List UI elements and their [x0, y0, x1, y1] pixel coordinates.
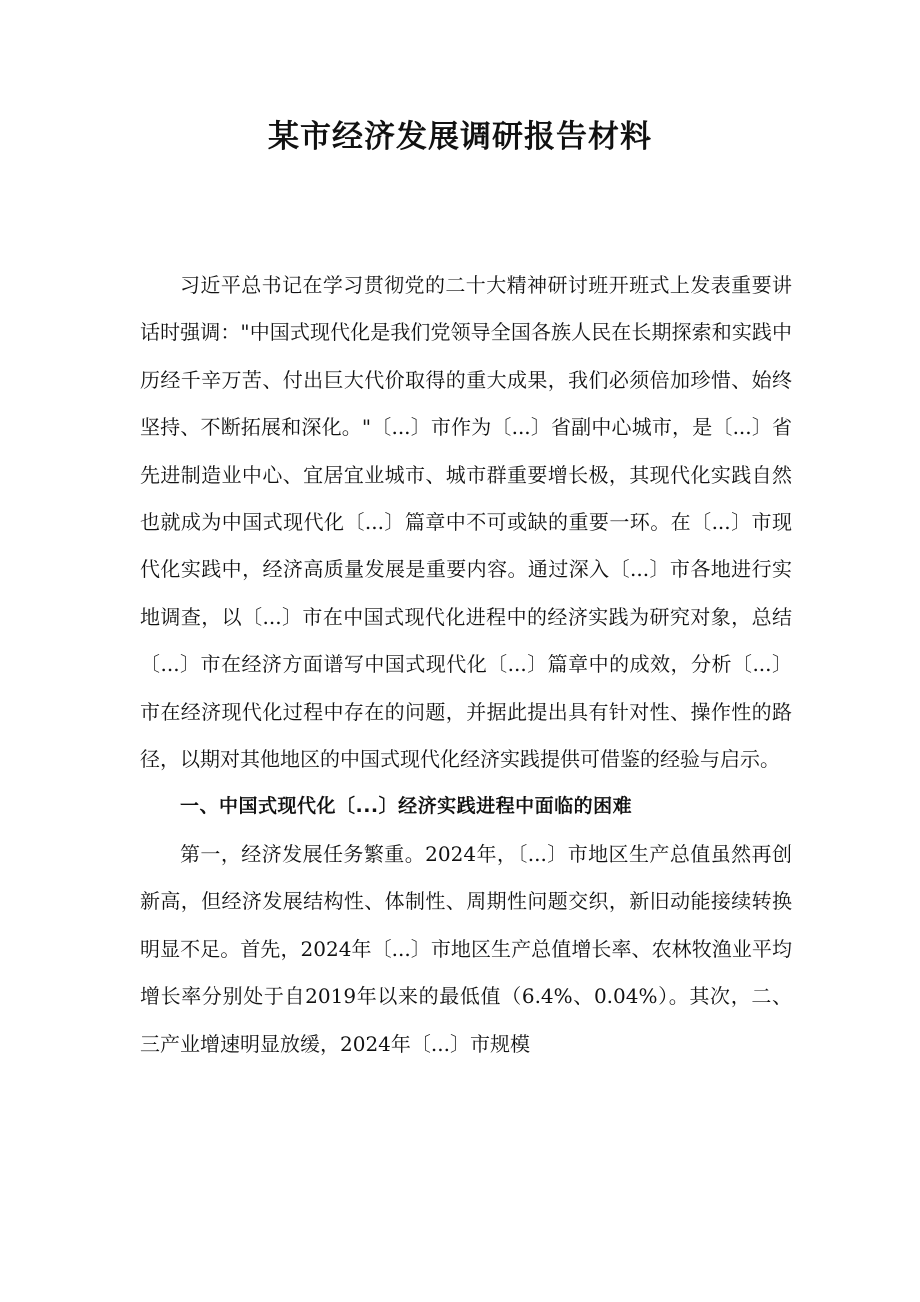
document-title: 某市经济发展调研报告材料	[268, 119, 652, 155]
document-body	[140, 262, 792, 1068]
intro-paragraph: 习近平总书记在学习贯彻党的二十大精神研讨班开班式上发表重要讲话时强调："中国式现代化是我们党领导全国各族人民在长期探索和实践中历经千辛万苦、付出巨大代价取得的重大成果，我们必须倍加珍惜、始终坚持、不断拓展和深化。"〔...〕市作为〔...〕省副中心城市，是〔...〕省先进制造业中心、宜居宜业城市、城市群重要增长极，其现代化实践自然也就成为中国式现代化〔...〕篇章中不可或缺的重要一环。在〔...〕市现代化实践中，经济高质量发展是重要内容。通过深入〔...〕市各地进行实地调查，以〔...〕市在中国式现代化进程中的经济实践为研究对象，总结〔...〕市在经济方面谱写中国式现代化〔...〕篇章中的成效，分析〔...〕市在经济现代化过程中存在的问题，并据此提出具有针对性、操作性的路径，以期对其他地区的中国式现代化经济实践提供可借鉴的经验与启示。	[140, 273, 792, 772]
section-heading: 一、中国式现代化〔...〕经济实践进程中面临的困难	[180, 795, 633, 818]
section-paragraph: 第一，经济发展任务繁重。2024年，〔...〕市地区生产总值虽然再创新高，但经济发展结构性、体制性、周期性问题交织，新旧动能接续转换明显不足。首先，2024年〔...〕市地区生产总值增长率、农林牧渔业平均增长率分别处于自2019年以来的最低值（6.4%、0.04%）。其次，二、三产业增速明显放缓，2024年〔...〕市规模	[140, 841, 792, 1056]
